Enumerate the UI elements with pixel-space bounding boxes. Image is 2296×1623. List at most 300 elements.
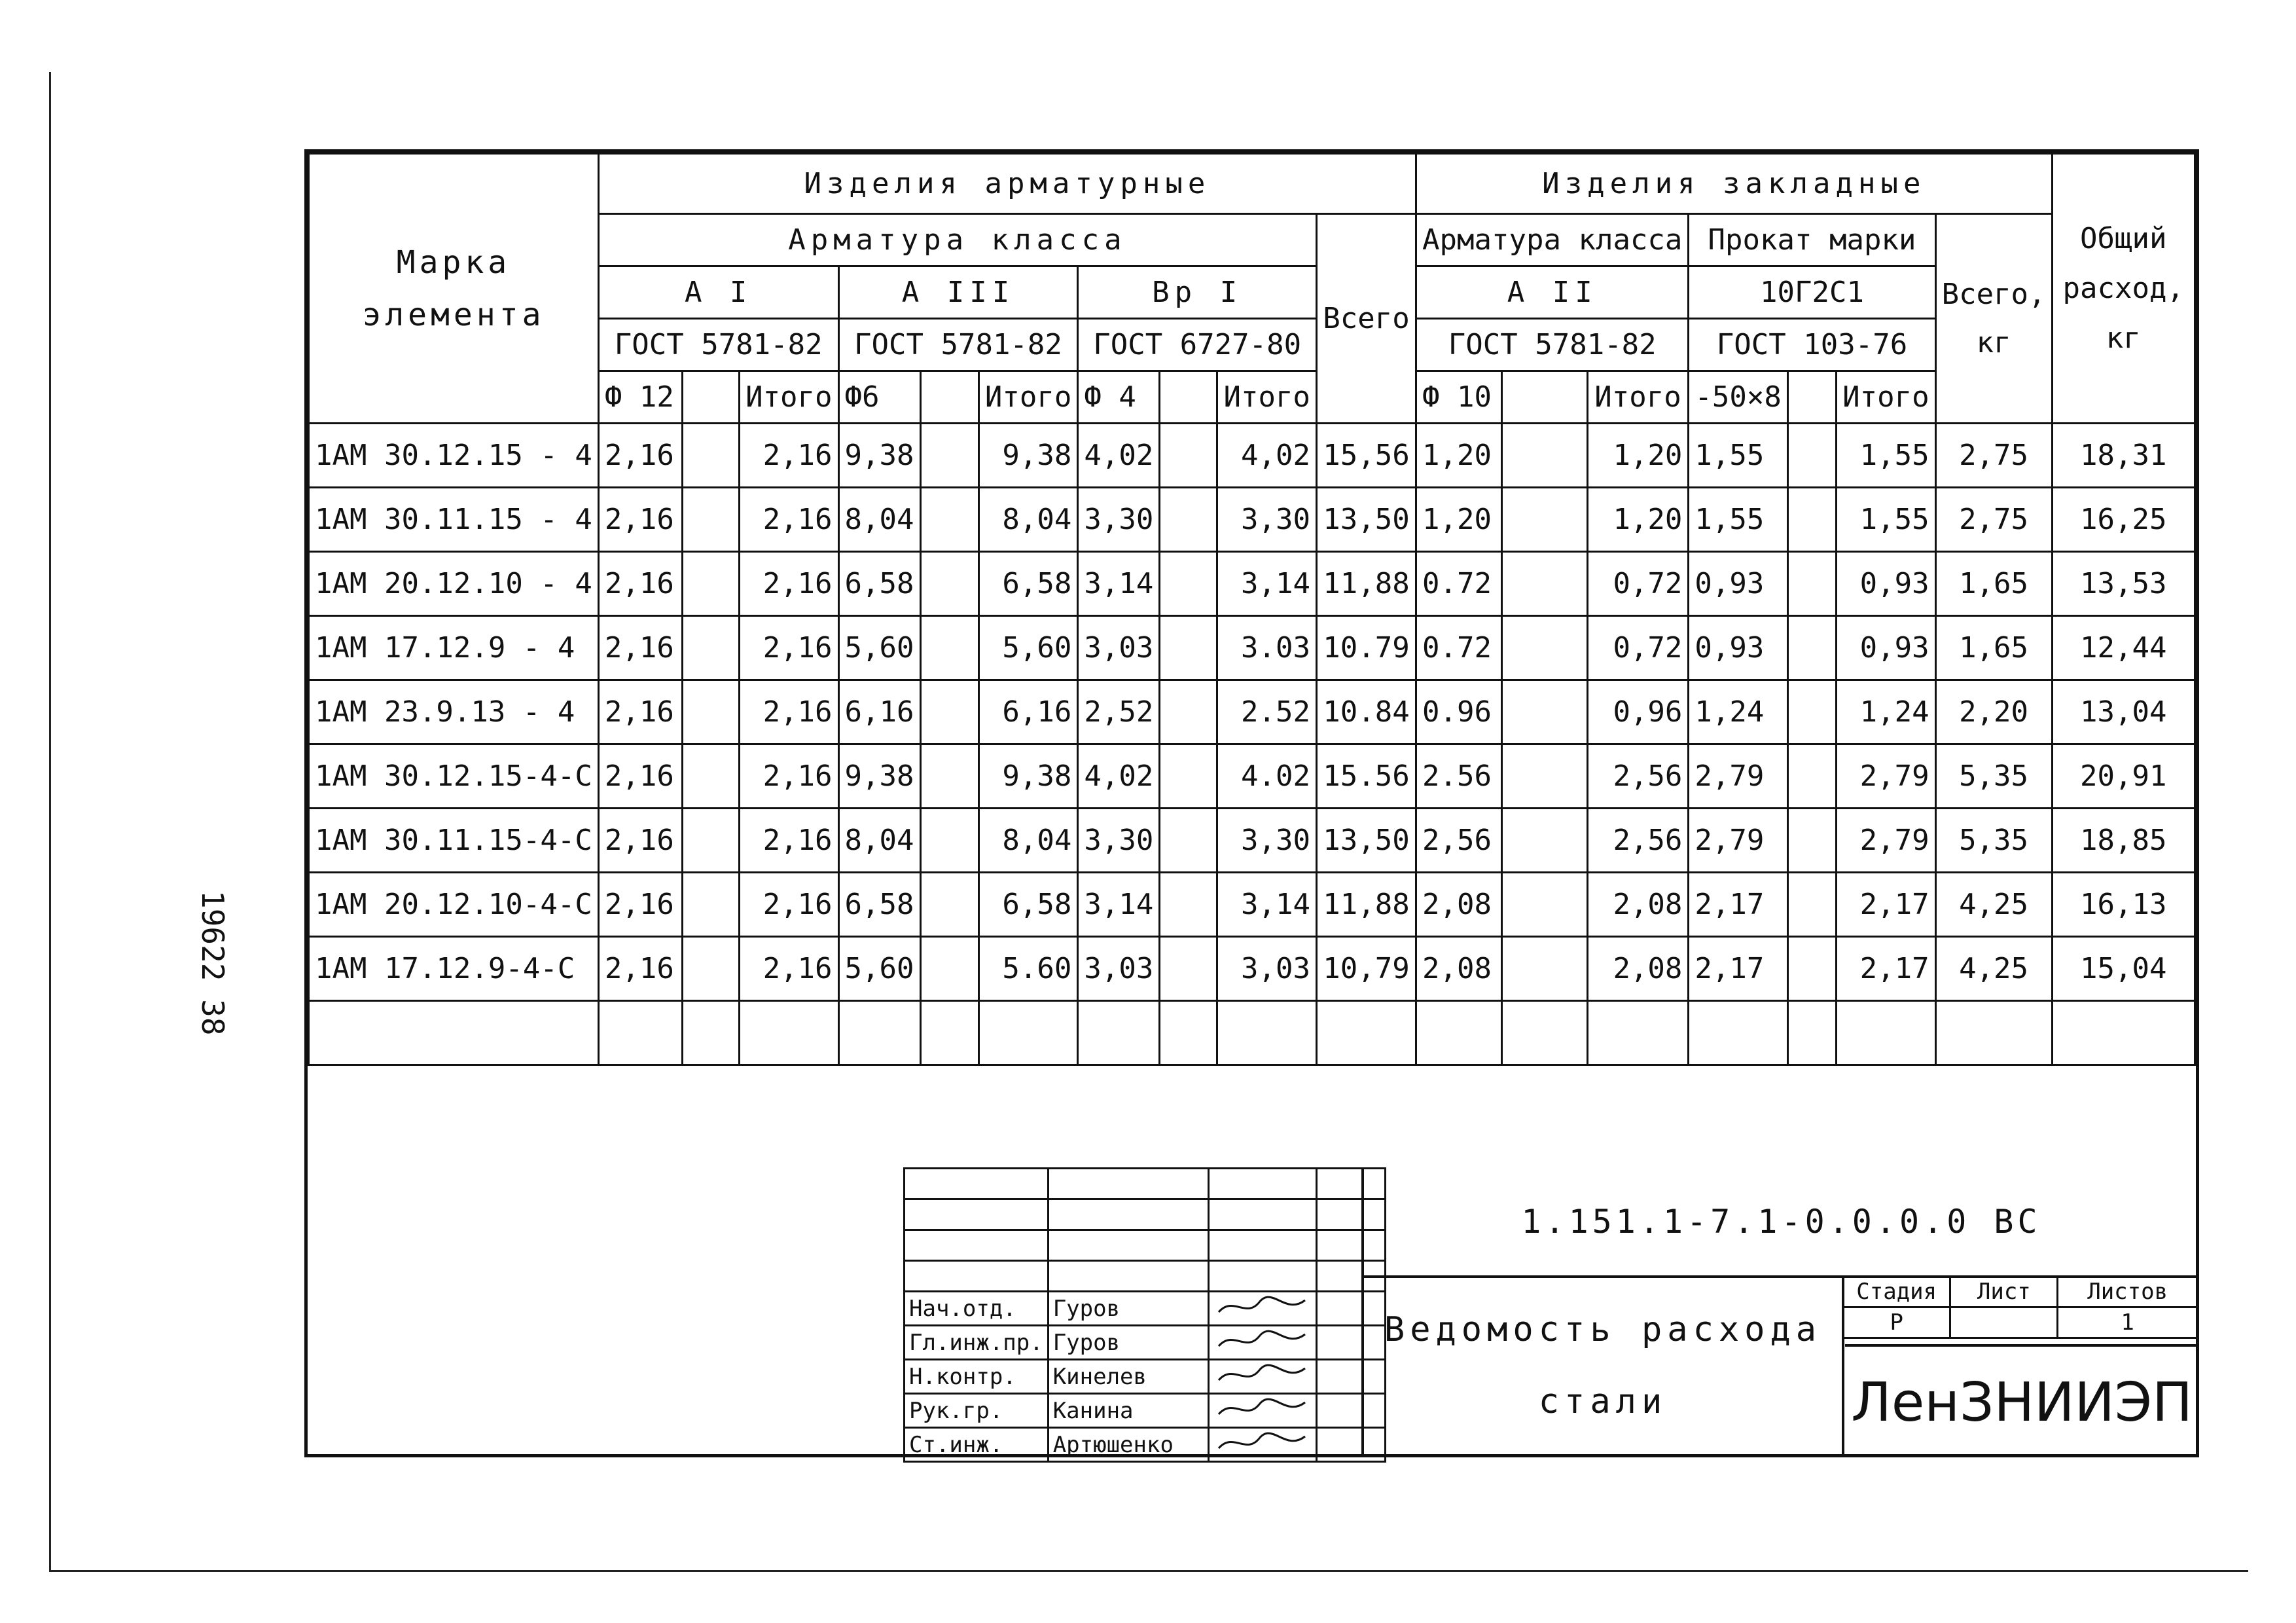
signature-name: Канина	[1048, 1394, 1208, 1428]
cell-mark: 1АМ 20.12.10-4-С	[309, 873, 599, 937]
cell-roll-t: 1,55	[1837, 424, 1935, 488]
empty-cell	[309, 1001, 599, 1065]
empty-cell	[683, 424, 740, 488]
cell-a2: 2,08	[1416, 937, 1502, 1001]
cell-vr-t: 3,14	[1217, 873, 1316, 937]
cell-vr: 3,14	[1078, 552, 1160, 616]
cell-a2: 2.56	[1416, 744, 1502, 809]
signature-role: Н.контр.	[905, 1360, 1049, 1394]
emb-reinf-class-header: Арматура класса	[1416, 214, 1689, 266]
cell-mark: 1АМ 23.9.13 - 4	[309, 680, 599, 744]
blank-row	[309, 1001, 2195, 1065]
cell-roll-t: 2,17	[1837, 873, 1935, 937]
signature-row	[905, 1394, 1386, 1428]
signature-mark	[1208, 1292, 1316, 1326]
empty-cell	[740, 1001, 838, 1065]
signature-role: Рук.гр.	[905, 1394, 1049, 1428]
cell-a1-t: 2,16	[740, 488, 838, 552]
empty-cell	[1160, 873, 1217, 937]
signature-name: Гуров	[1048, 1326, 1208, 1360]
cell-a2-t: 2,08	[1587, 937, 1689, 1001]
reinforcement-products-header: Изделия арматурные	[598, 154, 1416, 214]
cell-a1: 2,16	[598, 873, 682, 937]
cell-mark: 1АМ 17.12.9-4-С	[309, 937, 599, 1001]
empty-cell	[905, 1230, 1049, 1261]
cell-a2-t: 1,20	[1587, 488, 1689, 552]
empty-cell	[1501, 616, 1587, 680]
empty-cell	[1787, 371, 1836, 424]
sheet-label: Лист	[1950, 1277, 2058, 1307]
empty-cell	[1787, 937, 1836, 1001]
steel-grade: 10Г2С1	[1689, 266, 1935, 319]
empty-cell	[920, 680, 978, 744]
cell-total: 15,56	[1316, 424, 1416, 488]
reinf-class-header: Арматура класса	[598, 214, 1316, 266]
cell-a3: 9,38	[838, 744, 920, 809]
cell-a3: 5,60	[838, 616, 920, 680]
empty-cell	[978, 1001, 1077, 1065]
cell-emb-total: 5,35	[1935, 809, 2052, 873]
class-a1: А I	[598, 266, 838, 319]
signature-name: Артюшенко	[1048, 1428, 1208, 1462]
cell-a2: 2,56	[1416, 809, 1502, 873]
cell-roll: 1,55	[1689, 488, 1787, 552]
empty-cell	[1787, 488, 1836, 552]
empty-cell	[1501, 680, 1587, 744]
cell-a2: 0.72	[1416, 552, 1502, 616]
empty-cell	[1048, 1169, 1208, 1199]
itogo-vr1: Итого	[1217, 371, 1316, 424]
empty-cell	[1787, 616, 1836, 680]
empty-cell	[683, 744, 740, 809]
cell-mark: 1АМ 30.11.15 - 4	[309, 488, 599, 552]
empty-cell	[905, 1199, 1049, 1230]
sheets-label: Листов	[2058, 1277, 2198, 1307]
empty-cell	[1048, 1199, 1208, 1230]
cell-a3-t: 6,58	[978, 873, 1077, 937]
cell-a1-t: 2,16	[740, 873, 838, 937]
empty-cell	[1160, 488, 1217, 552]
handwritten-signature	[1213, 1360, 1312, 1387]
table-body	[309, 424, 2195, 1065]
class-a3: А III	[838, 266, 1078, 319]
cell-roll: 0,93	[1689, 552, 1787, 616]
empty-cell	[920, 371, 978, 424]
cell-vr-t: 3,30	[1217, 809, 1316, 873]
mark-header	[309, 154, 599, 424]
empty-cell	[1787, 552, 1836, 616]
diam-12: Ф 12	[598, 371, 682, 424]
cell-overall: 20,91	[2052, 744, 2195, 809]
cell-a3-t: 5.60	[978, 937, 1077, 1001]
cell-emb-total: 4,25	[1935, 937, 2052, 1001]
empty-cell	[1689, 1001, 1787, 1065]
empty-cell	[1787, 1001, 1836, 1065]
cell-overall: 16,25	[2052, 488, 2195, 552]
cell-a3: 6,58	[838, 552, 920, 616]
cell-overall: 13,04	[2052, 680, 2195, 744]
cell-overall: 18,85	[2052, 809, 2195, 873]
cell-a2-t: 0,96	[1587, 680, 1689, 744]
diam-6: Ф6	[838, 371, 920, 424]
signature-table	[903, 1167, 1386, 1463]
cell-a3: 8,04	[838, 809, 920, 873]
cell-overall: 18,31	[2052, 424, 2195, 488]
signature-role: Ст.инж.	[905, 1428, 1049, 1462]
handwritten-signature	[1213, 1292, 1312, 1319]
signature-role: Гл.инж.пр.	[905, 1326, 1049, 1360]
cell-a1-t: 2,16	[740, 809, 838, 873]
empty-cell	[905, 1261, 1049, 1292]
cell-total: 10.84	[1316, 680, 1416, 744]
empty-cell	[1160, 616, 1217, 680]
cell-overall: 16,13	[2052, 873, 2195, 937]
overall-consumption-header	[2052, 154, 2195, 424]
cell-a3: 9,38	[838, 424, 920, 488]
cell-a3: 8,04	[838, 488, 920, 552]
side-note: 19622 38	[195, 890, 230, 1036]
stage-table	[1842, 1275, 2198, 1339]
cell-vr: 3,30	[1078, 809, 1160, 873]
cell-vr: 3,03	[1078, 937, 1160, 1001]
empty-cell	[1787, 424, 1836, 488]
empty-cell	[1217, 1001, 1316, 1065]
drawing-frame	[304, 149, 2199, 1457]
cell-mark: 1АМ 17.12.9 - 4	[309, 616, 599, 680]
table-row	[309, 680, 2195, 744]
document-name-line1: Ведомость расхода	[1384, 1309, 1822, 1349]
emb-total-line2: кг	[1976, 325, 2011, 359]
cell-a2-t: 1,20	[1587, 424, 1689, 488]
cell-vr-t: 3,03	[1217, 937, 1316, 1001]
cell-a3: 6,16	[838, 680, 920, 744]
diam-10: Ф 10	[1416, 371, 1502, 424]
empty-cell	[920, 809, 978, 873]
empty-cell	[1416, 1001, 1502, 1065]
gost-vr1: ГОСТ 6727-80	[1078, 319, 1317, 371]
empty-cell	[1048, 1261, 1208, 1292]
empty-cell	[598, 1001, 682, 1065]
cell-a2-t: 0,72	[1587, 552, 1689, 616]
cell-overall: 13,53	[2052, 552, 2195, 616]
cell-a1-t: 2,16	[740, 616, 838, 680]
sheet-left-edge	[49, 72, 51, 1571]
signature-name: Гуров	[1048, 1292, 1208, 1326]
organization-name: ЛенЗНИИЭП	[1845, 1344, 2198, 1458]
empty-cell	[920, 424, 978, 488]
cell-emb-total: 2,75	[1935, 424, 2052, 488]
emb-total-header	[1935, 214, 2052, 424]
cell-vr: 4,02	[1078, 424, 1160, 488]
cell-roll-t: 2,17	[1837, 937, 1935, 1001]
stage-label: Стадия	[1843, 1277, 1950, 1307]
empty-cell	[1501, 552, 1587, 616]
sheet-value	[1950, 1307, 2058, 1338]
diam-4: Ф 4	[1078, 371, 1160, 424]
gost-rolled: ГОСТ 103-76	[1689, 319, 1935, 371]
cell-overall: 15,04	[2052, 937, 2195, 1001]
cell-a1: 2,16	[598, 424, 682, 488]
sheets-value: 1	[2058, 1307, 2198, 1338]
cell-vr-t: 3.03	[1217, 616, 1316, 680]
signature-row	[905, 1292, 1386, 1326]
empty-cell	[683, 937, 740, 1001]
signature-row	[905, 1428, 1386, 1462]
cell-vr: 3,30	[1078, 488, 1160, 552]
empty-cell	[920, 552, 978, 616]
signature-empty-row	[905, 1261, 1386, 1292]
overall-line2: расход,	[2062, 271, 2184, 305]
empty-cell	[1501, 424, 1587, 488]
handwritten-signature	[1213, 1429, 1312, 1455]
cell-vr-t: 2.52	[1217, 680, 1316, 744]
empty-cell	[1501, 873, 1587, 937]
empty-cell	[1208, 1230, 1316, 1261]
cell-a3-t: 6,58	[978, 552, 1077, 616]
document-code: 1.151.1-7.1-0.0.0.0 ВС	[1364, 1167, 2198, 1278]
empty-cell	[683, 552, 740, 616]
empty-cell	[683, 873, 740, 937]
cell-mark: 1АМ 30.11.15-4-С	[309, 809, 599, 873]
rolled-grade-header: Прокат марки	[1689, 214, 1935, 266]
cell-total: 10,79	[1316, 937, 1416, 1001]
itogo-a1: Итого	[740, 371, 838, 424]
empty-cell	[1316, 1001, 1416, 1065]
cell-a3: 5,60	[838, 937, 920, 1001]
cell-mark: 1АМ 30.12.15 - 4	[309, 424, 599, 488]
cell-vr: 4,02	[1078, 744, 1160, 809]
empty-cell	[1160, 424, 1217, 488]
cell-roll: 1,24	[1689, 680, 1787, 744]
cell-a2-t: 2,56	[1587, 744, 1689, 809]
empty-cell	[1208, 1169, 1316, 1199]
cell-a2: 0.72	[1416, 616, 1502, 680]
signature-row	[905, 1326, 1386, 1360]
empty-cell	[920, 616, 978, 680]
empty-cell	[1787, 873, 1836, 937]
cell-a1: 2,16	[598, 552, 682, 616]
signature-mark	[1208, 1428, 1316, 1462]
title-block	[903, 1167, 2196, 1458]
empty-cell	[1787, 680, 1836, 744]
handwritten-signature	[1213, 1326, 1312, 1353]
empty-cell	[1160, 744, 1217, 809]
empty-cell	[1501, 1001, 1587, 1065]
cell-roll: 0,93	[1689, 616, 1787, 680]
table-row	[309, 937, 2195, 1001]
empty-cell	[1935, 1001, 2052, 1065]
table-row	[309, 552, 2195, 616]
empty-cell	[1501, 744, 1587, 809]
cell-a3-t: 6,16	[978, 680, 1077, 744]
empty-cell	[920, 744, 978, 809]
cell-a3-t: 9,38	[978, 424, 1077, 488]
cell-roll: 2,79	[1689, 744, 1787, 809]
handwritten-signature	[1213, 1395, 1312, 1421]
itogo-a3: Итого	[978, 371, 1077, 424]
document-name-line2: стали	[1538, 1381, 1668, 1421]
embedded-products-header: Изделия закладные	[1416, 154, 2053, 214]
empty-cell	[1837, 1001, 1935, 1065]
cell-a1: 2,16	[598, 809, 682, 873]
cell-a2-t: 0,72	[1587, 616, 1689, 680]
cell-emb-total: 2,75	[1935, 488, 2052, 552]
empty-cell	[683, 616, 740, 680]
table-row	[309, 744, 2195, 809]
signature-empty-row	[905, 1199, 1386, 1230]
signature-row	[905, 1360, 1386, 1394]
signature-empty-row	[905, 1169, 1386, 1199]
table-row	[309, 616, 2195, 680]
empty-cell	[1787, 809, 1836, 873]
signature-role: Нач.отд.	[905, 1292, 1049, 1326]
document-name	[1364, 1275, 1844, 1455]
signature-name: Кинелев	[1048, 1360, 1208, 1394]
cell-vr: 2,52	[1078, 680, 1160, 744]
cell-total: 10.79	[1316, 616, 1416, 680]
cell-a1-t: 2,16	[740, 744, 838, 809]
cell-a1-t: 2,16	[740, 552, 838, 616]
cell-mark: 1АМ 30.12.15-4-С	[309, 744, 599, 809]
empty-cell	[920, 488, 978, 552]
sheet-bottom-edge	[49, 1570, 2248, 1572]
cell-a3-t: 9,38	[978, 744, 1077, 809]
empty-cell	[838, 1001, 920, 1065]
empty-cell	[1501, 809, 1587, 873]
cell-total: 15.56	[1316, 744, 1416, 809]
mark-header-line1: Марка	[396, 244, 511, 281]
cell-roll-t: 2,79	[1837, 744, 1935, 809]
cell-roll-t: 1,55	[1837, 488, 1935, 552]
stage-value: Р	[1843, 1307, 1950, 1338]
cell-vr-t: 4,02	[1217, 424, 1316, 488]
cell-a1: 2,16	[598, 680, 682, 744]
empty-cell	[1160, 809, 1217, 873]
steel-consumption-table	[308, 153, 2196, 1066]
empty-cell	[1048, 1230, 1208, 1261]
empty-cell	[1078, 1001, 1160, 1065]
empty-cell	[683, 371, 740, 424]
cell-roll-t: 0,93	[1837, 616, 1935, 680]
empty-cell	[920, 873, 978, 937]
table-row	[309, 424, 2195, 488]
cell-a1: 2,16	[598, 488, 682, 552]
class-vr1: Вр I	[1078, 266, 1317, 319]
cell-roll: 2,79	[1689, 809, 1787, 873]
empty-cell	[683, 488, 740, 552]
cell-vr: 3,14	[1078, 873, 1160, 937]
cell-a3-t: 8,04	[978, 809, 1077, 873]
cell-roll: 2,17	[1689, 873, 1787, 937]
empty-cell	[1160, 680, 1217, 744]
empty-cell	[2052, 1001, 2195, 1065]
empty-cell	[1501, 371, 1587, 424]
cell-emb-total: 4,25	[1935, 873, 2052, 937]
empty-cell	[683, 809, 740, 873]
empty-cell	[1501, 488, 1587, 552]
cell-a2-t: 2,56	[1587, 809, 1689, 873]
emb-total-line1: Всего,	[1941, 277, 2046, 311]
gost-a2: ГОСТ 5781-82	[1416, 319, 1689, 371]
class-a2: А II	[1416, 266, 1689, 319]
empty-cell	[683, 1001, 740, 1065]
cell-a2-t: 2,08	[1587, 873, 1689, 937]
strip-size: -50×8	[1689, 371, 1787, 424]
cell-vr-t: 4.02	[1217, 744, 1316, 809]
cell-a3-t: 8,04	[978, 488, 1077, 552]
cell-roll-t: 2,79	[1837, 809, 1935, 873]
cell-roll-t: 0,93	[1837, 552, 1935, 616]
cell-vr-t: 3,30	[1217, 488, 1316, 552]
cell-total: 11,88	[1316, 552, 1416, 616]
cell-a3: 6,58	[838, 873, 920, 937]
gost-a1: ГОСТ 5781-82	[598, 319, 838, 371]
cell-vr-t: 3,14	[1217, 552, 1316, 616]
overall-line3: кг	[2106, 321, 2141, 355]
cell-total: 13,50	[1316, 488, 1416, 552]
cell-a1: 2,16	[598, 937, 682, 1001]
table-row	[309, 809, 2195, 873]
cell-a2: 1,20	[1416, 488, 1502, 552]
cell-roll-t: 1,24	[1837, 680, 1935, 744]
signature-empty-row	[905, 1230, 1386, 1261]
signature-mark	[1208, 1360, 1316, 1394]
empty-cell	[1787, 744, 1836, 809]
overall-line1: Общий	[2080, 221, 2167, 255]
empty-cell	[1160, 1001, 1217, 1065]
cell-a1-t: 2,16	[740, 424, 838, 488]
signature-mark	[1208, 1326, 1316, 1360]
cell-a2: 2,08	[1416, 873, 1502, 937]
cell-vr: 3,03	[1078, 616, 1160, 680]
reinf-total-header: Всего	[1316, 214, 1416, 424]
empty-cell	[1160, 552, 1217, 616]
cell-a1: 2,16	[598, 616, 682, 680]
empty-cell	[1208, 1261, 1316, 1292]
cell-emb-total: 1,65	[1935, 552, 2052, 616]
cell-total: 11,88	[1316, 873, 1416, 937]
empty-cell	[1160, 937, 1217, 1001]
cell-emb-total: 2,20	[1935, 680, 2052, 744]
itogo-rolled: Итого	[1837, 371, 1935, 424]
empty-cell	[1160, 371, 1217, 424]
table-row	[309, 488, 2195, 552]
cell-a1-t: 2,16	[740, 937, 838, 1001]
empty-cell	[1208, 1199, 1316, 1230]
cell-total: 13,50	[1316, 809, 1416, 873]
empty-cell	[1501, 937, 1587, 1001]
empty-cell	[683, 680, 740, 744]
cell-a1-t: 2,16	[740, 680, 838, 744]
empty-cell	[920, 1001, 978, 1065]
cell-mark: 1АМ 20.12.10 - 4	[309, 552, 599, 616]
cell-roll: 2,17	[1689, 937, 1787, 1001]
cell-a3-t: 5,60	[978, 616, 1077, 680]
table-row	[309, 873, 2195, 937]
cell-a1: 2,16	[598, 744, 682, 809]
empty-cell	[920, 937, 978, 1001]
gost-a3: ГОСТ 5781-82	[838, 319, 1078, 371]
cell-emb-total: 1,65	[1935, 616, 2052, 680]
stamp	[1361, 1167, 2198, 1455]
cell-a2: 1,20	[1416, 424, 1502, 488]
cell-emb-total: 5,35	[1935, 744, 2052, 809]
cell-overall: 12,44	[2052, 616, 2195, 680]
signature-mark	[1208, 1394, 1316, 1428]
cell-a2: 0.96	[1416, 680, 1502, 744]
empty-cell	[905, 1169, 1049, 1199]
empty-cell	[1587, 1001, 1689, 1065]
